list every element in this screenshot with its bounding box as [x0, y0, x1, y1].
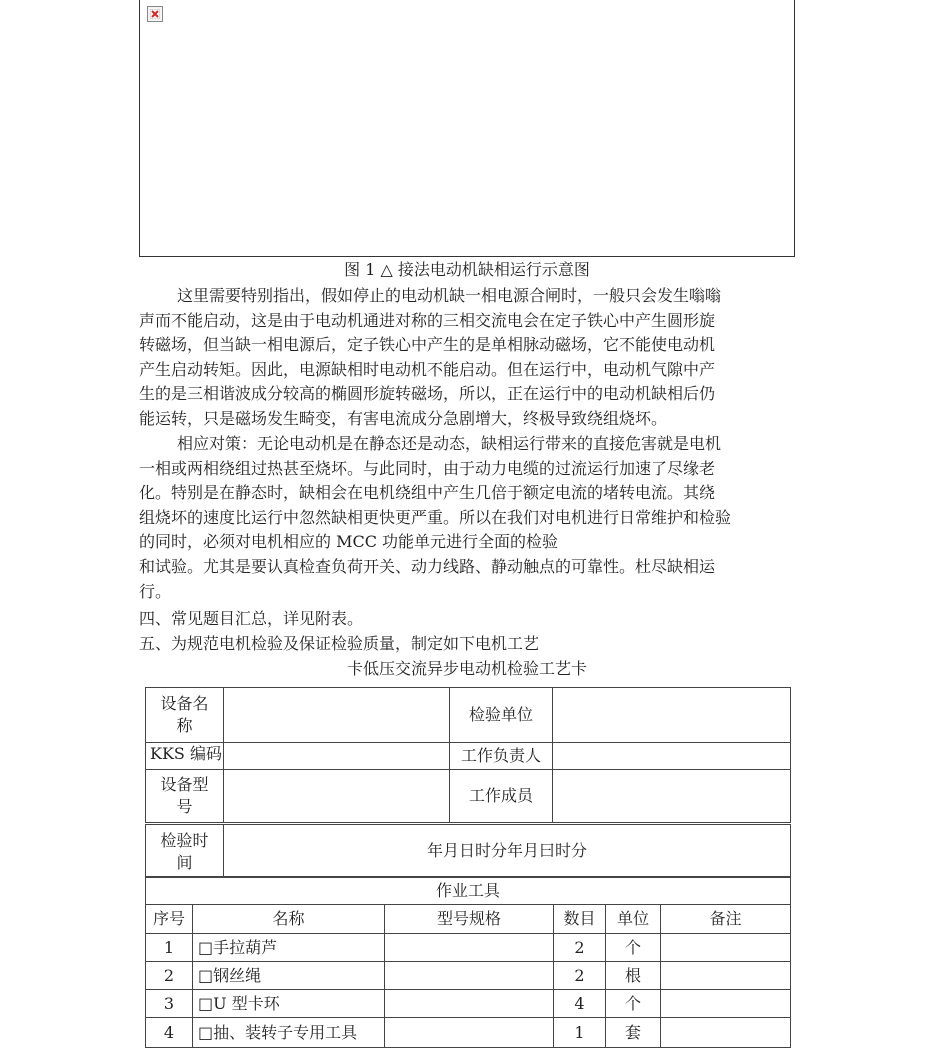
broken-image-icon: [147, 6, 163, 22]
text-line: 五、为规范电机检验及保证检验质量，制定如下电机工艺: [139, 634, 540, 653]
row-unit: 套: [606, 1018, 661, 1048]
table-row: [146, 1018, 791, 1048]
table-divider: [145, 822, 790, 823]
column-header-qty: 数目: [554, 905, 606, 934]
text-line: 和试验。尤其是要认真检查负荷开关、动力线路、静动触点的可靠性。杜尽缺相运: [139, 556, 716, 576]
column-header-unit: 单位: [606, 905, 661, 934]
device-name-value[interactable]: [224, 688, 450, 743]
text-line: 声而不能启动，这是由于电动机通进对称的三相交流电会在定子铁心中产生圆形旋: [139, 310, 716, 330]
text-line: 相应对策：无论电动机是在静态还是动态，缺相运行带来的直接危害就是电机: [177, 434, 722, 453]
row-spec[interactable]: [385, 962, 554, 990]
tools-table: [145, 876, 791, 1048]
time-label: 检验时间: [146, 825, 224, 878]
section-four: [139, 607, 799, 632]
device-info-table: [145, 687, 791, 823]
row-note[interactable]: [661, 962, 791, 990]
device-name-label: 设备名称: [146, 688, 224, 743]
kks-value[interactable]: [224, 743, 450, 770]
text-line: 产生启动转矩。因此，电源缺相时电动机不能启动。但在运行中，电动机气隙中产: [139, 359, 716, 379]
text-line: 这里需要特别指出，假如停止的电动机缺一相电源合闸时，一般只会发生嗡嗡: [177, 286, 722, 305]
process-card-title: 卡低压交流异步电动机检验工艺卡: [346, 659, 587, 678]
row-name[interactable]: □手拉葫芦: [193, 934, 385, 962]
column-header-name: 名称: [193, 905, 385, 934]
table-row: [146, 990, 791, 1018]
leader-value[interactable]: [553, 743, 791, 770]
text-line: 一相或两相绕组过热甚至烧坏。与此同时，由于动力电缆的过流运行加速了尽缘老: [139, 458, 716, 478]
row-spec[interactable]: [385, 990, 554, 1018]
row-name[interactable]: □钢丝绳: [193, 962, 385, 990]
row-no: 2: [146, 962, 193, 990]
row-unit: 根: [606, 962, 661, 990]
text-line: 生的是三相谐波成分较高的椭圆形旋转磁场，所以，正在运行中的电动机缺相后仍: [139, 384, 716, 404]
inspection-time-table: [145, 824, 791, 878]
row-note[interactable]: [661, 990, 791, 1018]
paragraph-countermeasure: [139, 432, 799, 604]
leader-label: 工作负责人: [450, 743, 553, 770]
figure-caption: 图 1 △ 接法电动机缺相运行示意图: [344, 260, 590, 279]
row-note[interactable]: [661, 934, 791, 962]
row-qty: 1: [554, 1018, 606, 1048]
model-label: 设备型号: [146, 770, 224, 823]
row-no: 1: [146, 934, 193, 962]
member-value[interactable]: [553, 770, 791, 823]
text-line: 组烧坏的速度比运行中忽然缺相更快更严重。所以在我们对电机进行日常维护和检验: [139, 507, 732, 527]
text-line: 行。: [139, 581, 172, 601]
model-value[interactable]: [224, 770, 450, 823]
figure-image-frame: [139, 0, 795, 257]
row-spec[interactable]: [385, 1018, 554, 1048]
text-line: 的同时，必须对电机相应的 MCC 功能单元进行全面的检验: [139, 532, 559, 552]
paragraph-analysis: [139, 284, 799, 432]
table-row: [146, 934, 791, 962]
row-qty: 4: [554, 990, 606, 1018]
column-header-no: 序号: [146, 905, 193, 934]
column-header-note: 备注: [661, 905, 791, 934]
row-unit: 个: [606, 934, 661, 962]
section-five: [139, 632, 799, 657]
tools-header: 作业工具: [146, 877, 791, 905]
row-unit: 个: [606, 990, 661, 1018]
text-line: 四、常见题目汇总，详见附表。: [139, 609, 364, 628]
row-qty: 2: [554, 962, 606, 990]
table-row: [146, 962, 791, 990]
text-line: 化。特别是在静态时，缺相会在电机绕组中产生几倍于额定电流的堵转电流。其绕: [139, 483, 716, 503]
kks-label: KKS 编码: [146, 743, 224, 770]
unit-label: 检验单位: [450, 688, 553, 743]
member-label: 工作成员: [450, 770, 553, 823]
time-value[interactable]: 年月日时分年月曰时分: [224, 825, 791, 878]
unit-value[interactable]: [553, 688, 791, 743]
text-line: 转磁场，但当缺一相电源后，定子铁心中产生的是单相脉动磁场，它不能使电动机: [139, 335, 716, 355]
row-note[interactable]: [661, 1018, 791, 1048]
row-name[interactable]: □U 型卡环: [193, 990, 385, 1018]
row-spec[interactable]: [385, 934, 554, 962]
row-qty: 2: [554, 934, 606, 962]
row-name[interactable]: □抽、装转子专用工具: [193, 1018, 385, 1048]
text-line: 能运转，只是磁场发生畸变，有害电流成分急剧增大，终极导致绕组烧坏。: [139, 408, 668, 428]
row-no: 4: [146, 1018, 193, 1048]
column-header-spec: 型号规格: [385, 905, 554, 934]
row-no: 3: [146, 990, 193, 1018]
